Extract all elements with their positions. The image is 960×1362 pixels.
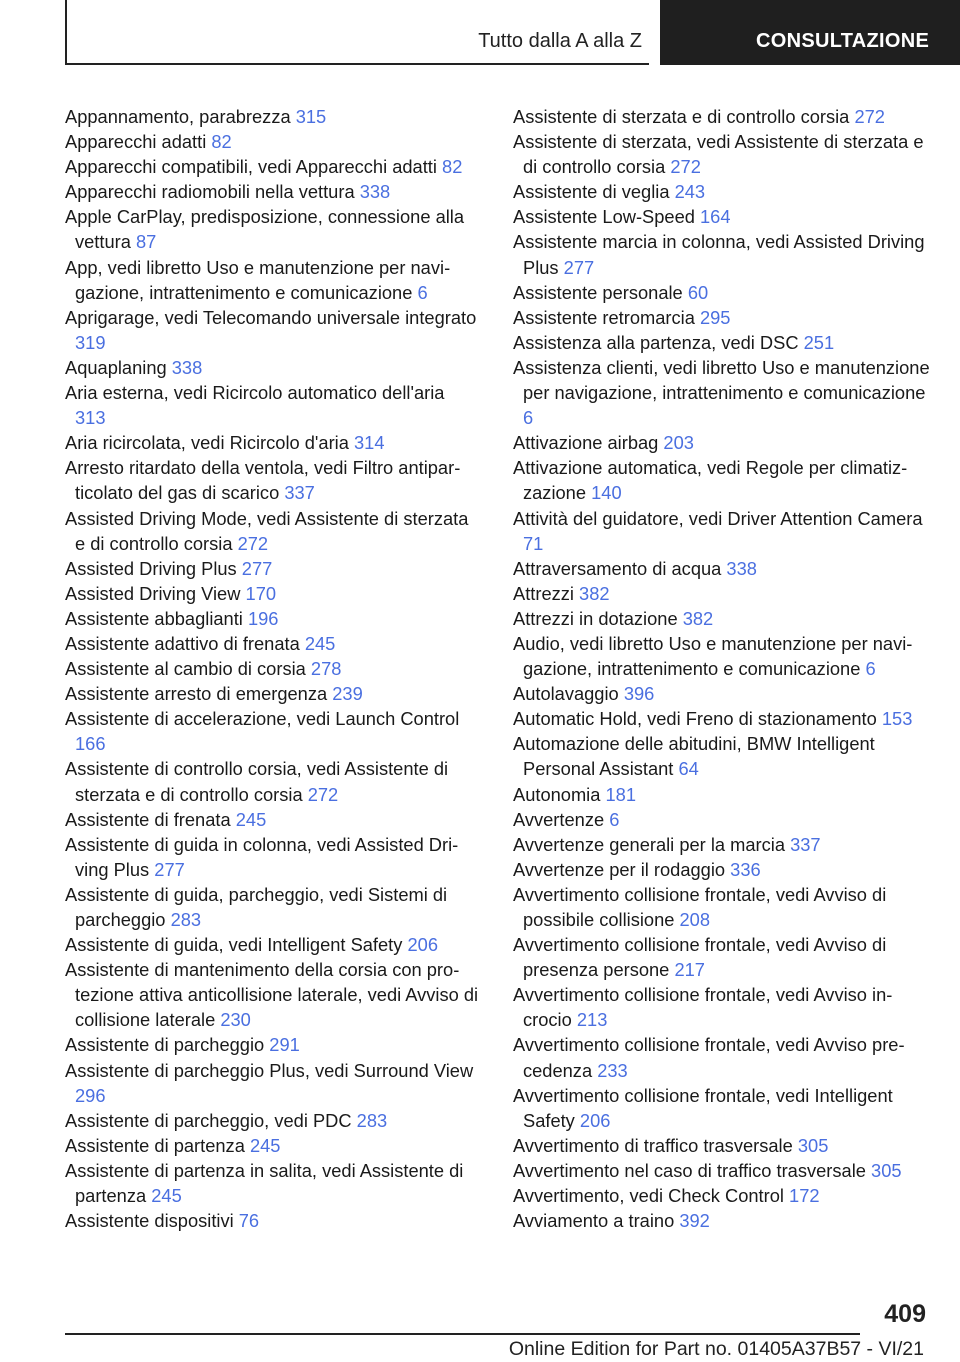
index-entry [65,1208,480,1233]
page-reference-link[interactable]: 338 [726,557,757,579]
index-entry [513,556,933,581]
index-term: Avvertimento collisione frontale, vedi Avviso precedenza [513,1034,905,1081]
page-reference-link[interactable]: 196 [247,607,279,629]
index-term: Assistente di mantenimento della corsia con protezione attiva anticollisione laterale, vedi Avviso di collisione laterale [65,959,479,1031]
index-entry [65,581,480,606]
page-reference-link[interactable]: 392 [679,1210,710,1232]
index-term: Arresto ritardato della ventola, vedi Filtro antiparticolato del gas di scarico [65,457,461,504]
page-reference-link[interactable]: 239 [332,683,363,705]
index-term: Assistente personale [513,281,683,303]
index-term: Avvertenze [513,808,605,830]
page-reference-link[interactable]: 338 [359,181,391,203]
index-term: Aria esterna, vedi Ricircolo automatico dell'aria [65,382,445,404]
index-entry [513,355,933,430]
index-term: Assistente di sterzata e di controllo corsia [513,106,850,127]
header-bottom-rule [65,63,649,65]
index-term: Assistente arresto di emergenza [65,683,328,705]
page-reference-link[interactable]: 170 [245,582,277,604]
index-entry [65,104,480,129]
index-term: Assistenza alla partenza, vedi DSC [513,331,799,353]
footer-rule [65,1333,860,1335]
index-term: Assistente adattivo di frenata [65,632,300,654]
index-entry [513,1133,933,1158]
index-entry [513,204,933,229]
index-term: Avvertimento collisione frontale, vedi Avviso incrocio [513,984,893,1031]
page-reference-link[interactable]: 314 [354,432,385,454]
index-entry [65,506,480,556]
page-reference-link[interactable]: 278 [310,658,342,680]
index-term: Aria ricircolata, vedi Ricircolo d'aria [65,432,349,454]
index-term: Apparecchi radiomobili nella vettura [65,181,355,203]
index-term: Apple CarPlay, predisposizione, connessione alla vettura [65,206,465,253]
page-reference-link[interactable]: 82 [211,131,232,153]
index-entry [513,832,933,857]
index-term: Assistente dispositivi [65,1210,234,1232]
index-term: Avvertimento collisione frontale, vedi Avviso di presenza persone [513,934,887,981]
index-entry [65,556,480,581]
section-title: Tutto dalla A alla Z [478,30,642,52]
index-term: Autolavaggio [513,683,619,705]
index-column-right [513,104,933,1233]
index-entry [513,932,933,982]
index-term: Assistente di accelerazione, vedi Launch Control [65,708,460,730]
page-reference-link[interactable]: 272 [854,106,885,127]
page-reference-link[interactable]: 87 [135,231,157,253]
index-entry [65,1108,480,1133]
index-term: Apparecchi adatti [65,131,207,153]
page-reference-link[interactable]: 313 [75,407,106,429]
page-reference-link[interactable]: 338 [171,356,203,378]
index-term: Avvertenze per il rodaggio [513,858,726,880]
page-reference-link[interactable]: 337 [790,833,821,855]
page-reference-link[interactable]: 166 [75,733,106,755]
index-entry [513,681,933,706]
page-reference-link[interactable]: 245 [151,1185,182,1207]
page-reference-link[interactable]: 71 [523,532,544,554]
index-entry [513,1158,933,1183]
page-reference-link[interactable]: 82 [442,156,463,178]
index-entry [65,807,480,832]
index-term: Attraversamento di acqua [513,557,722,579]
page-reference-link[interactable]: 336 [730,858,761,880]
index-entry [513,179,933,204]
page-reference-link[interactable]: 245 [304,632,336,654]
page-reference-link[interactable]: 164 [700,206,731,228]
chapter-tab [660,0,960,65]
index-term: Assistente abbaglianti [65,607,243,629]
page-reference-link[interactable]: 206 [579,1109,611,1131]
page-reference-link[interactable]: 181 [605,783,637,805]
index-entry [513,330,933,355]
index-term: Avvertimento, vedi Check Control [513,1185,784,1207]
index-entry [513,506,933,556]
index-term: Attivazione airbag [513,432,659,454]
page-reference-link[interactable]: 305 [871,1159,902,1181]
index-term: Avvertimento di traffico trasversale [513,1134,793,1156]
index-entry [65,882,480,932]
index-entry [65,430,480,455]
index-entry [513,1183,933,1208]
index-entry [65,1058,480,1108]
page-reference-link[interactable]: 315 [295,106,327,127]
index-entry [513,882,933,932]
index-entry [65,756,480,806]
page-reference-link[interactable]: 60 [687,281,709,303]
index-entry [513,104,933,129]
index-term: Attrezzi in dotazione [513,607,678,629]
page-reference-link[interactable]: 233 [597,1059,628,1081]
index-term: Aprigarage, vedi Telecomando universale integrato [65,306,477,328]
index-entry [513,982,933,1032]
page-reference-link[interactable]: 64 [678,758,699,780]
page-reference-link[interactable]: 213 [576,1009,608,1031]
index-entry [513,1208,933,1233]
page-reference-link[interactable]: 206 [407,934,439,956]
page-reference-link[interactable]: 76 [238,1210,260,1232]
index-entry [65,1032,480,1057]
index-term: Assisted Driving View [65,582,241,604]
page-reference-link[interactable]: 283 [170,909,202,930]
page-reference-link[interactable]: 6 [523,407,534,429]
index-term: Assistente di parcheggio Plus, vedi Surround View [65,1059,474,1081]
page-reference-link[interactable]: 245 [235,808,267,830]
index-entry [513,731,933,781]
index-term: Assistente di guida in colonna, vedi Assisted Driving Plus [65,833,459,880]
index-entry [65,455,480,505]
index-entry [65,606,480,631]
index-entry [513,1032,933,1082]
index-term: Assistente di partenza in salita, vedi Assistente di partenza [65,1159,464,1207]
page-reference-link[interactable]: 396 [623,683,655,705]
index-term: Assistente retromarcia [513,306,695,328]
index-term: Avvertimento nel caso di traffico trasversale [513,1159,866,1181]
page-reference-link[interactable]: 291 [269,1034,300,1056]
edition-note: Online Edition for Part no. 01405A37B57 - VI/21 [508,1338,924,1360]
index-term: Assistente di veglia [513,181,670,203]
page-reference-link[interactable]: 140 [591,482,622,504]
index-entry [65,129,480,154]
page-reference-link[interactable]: 217 [674,959,705,981]
index-entry [513,129,933,179]
page-reference-link[interactable]: 6 [417,281,428,303]
page-reference-link[interactable]: 272 [237,532,269,554]
page-reference-link[interactable]: 277 [154,858,185,880]
page-reference-link[interactable]: 295 [699,306,731,328]
index-entry [513,305,933,330]
index-entry [513,857,933,882]
index-term: Autonomia [513,783,601,805]
index-entry [513,581,933,606]
index-term: Assistente marcia in colonna, vedi Assisted Driving Plus [513,231,925,278]
page-number: 409 [884,1300,926,1328]
index-term: Audio, vedi libretto Uso e manutenzione per navigazione, intrattenimento e comunicazione [513,632,913,680]
index-entry [65,1133,480,1158]
page-reference-link[interactable]: 243 [674,181,706,203]
index-entry [65,832,480,882]
page-reference-link[interactable]: 6 [609,808,620,830]
index-term: Assistente di guida, parcheggio, vedi Sistemi di parcheggio [65,883,448,930]
index-entry [513,606,933,631]
index-entry [65,957,480,1032]
index-term: Attrezzi [513,582,574,604]
page-reference-link[interactable]: 230 [220,1009,251,1031]
page-reference-link[interactable]: 6 [865,658,876,680]
index-term: Automazione delle abitudini, BMW Intelligent Personal Assistant [513,733,875,780]
index-entry [513,807,933,832]
index-term: Assistenza clienti, vedi libretto Uso e manutenzione per navigazione, intrattenimento e comunicazione [513,356,930,404]
header-left-rule [65,0,67,64]
index-entry [65,706,480,756]
page-reference-link[interactable]: 277 [241,557,273,579]
index-term: App, vedi libretto Uso e manutenzione per navigazione, intrattenimento e comunicazione [65,256,451,303]
page-reference-link[interactable]: 382 [579,582,610,604]
page-reference-link[interactable]: 272 [670,156,701,178]
index-term: Attivazione automatica, vedi Regole per climatizzazione [513,457,908,504]
page-reference-link[interactable]: 382 [682,607,714,629]
index-entry [513,631,933,681]
index-entry [65,380,480,430]
index-entry [65,681,480,706]
page-reference-link[interactable]: 245 [249,1134,281,1156]
index-entry [65,255,480,305]
index-term: Assistente di frenata [65,808,231,830]
index-term: Aquaplaning [65,356,167,378]
index-term: Avvertenze generali per la marcia [513,833,785,855]
page-reference-link[interactable]: 203 [663,432,694,454]
index-entry [65,1158,480,1208]
page-reference-link[interactable]: 337 [284,482,315,504]
page-reference-link[interactable]: 283 [356,1109,388,1131]
index-term: Apparecchi compatibili, vedi Apparecchi adatti [65,156,437,178]
index-entry [513,455,933,505]
index-term: Assistente di parcheggio [65,1034,265,1056]
index-entry [65,355,480,380]
page-reference-link[interactable]: 272 [307,783,339,805]
chapter-tab-label: CONSULTAZIONE [756,30,930,52]
page-reference-link[interactable]: 305 [797,1134,829,1156]
index-entry [513,782,933,807]
page-reference-link[interactable]: 172 [789,1185,820,1207]
index-term: Assisted Driving Plus [65,557,237,579]
index-term: Assistente di partenza [65,1134,245,1156]
index-entry [513,430,933,455]
index-entry [65,305,480,355]
index-entry [65,204,480,254]
index-entry [65,154,480,179]
index-term: Assisted Driving Mode, vedi Assistente di sterzata e di controllo corsia [65,507,469,554]
index-entry [65,179,480,204]
index-term: Assistente di controllo corsia, vedi Assistente di sterzata e di controllo corsia [65,758,449,805]
index-term: Assistente di parcheggio, vedi PDC [65,1109,352,1131]
index-entry [65,656,480,681]
index-term: Assistente Low-Speed [513,206,695,228]
index-entry [513,280,933,305]
index-entry [513,706,933,731]
page-reference-link[interactable]: 153 [881,708,913,730]
page-reference-link[interactable]: 296 [75,1084,106,1106]
index-term: Avvertimento collisione frontale, vedi Avviso di possibile collisione [513,883,887,930]
index-entry [513,1083,933,1133]
index-term: Appannamento, parabrezza [65,106,291,127]
index-term: Avviamento a traino [513,1210,675,1232]
index-column-left [65,104,480,1233]
index-term: Automatic Hold, vedi Freno di stazionamento [513,708,877,730]
index-entry [65,932,480,957]
index-term: Assistente di sterzata, vedi Assistente di sterzata e di controllo corsia [513,131,924,178]
index-term: Attività del guidatore, vedi Driver Attention Camera [513,507,923,529]
page-reference-link[interactable]: 208 [679,909,711,930]
index-term: Assistente al cambio di corsia [65,658,306,680]
page-reference-link[interactable]: 319 [75,331,106,353]
index-term: Avvertimento collisione frontale, vedi Intelligent Safety [513,1084,893,1131]
page-reference-link[interactable]: 251 [803,331,835,353]
index-entry [65,631,480,656]
page-reference-link[interactable]: 277 [563,256,595,278]
index-term: Assistente di guida, vedi Intelligent Safety [65,934,403,956]
index-entry [513,229,933,279]
